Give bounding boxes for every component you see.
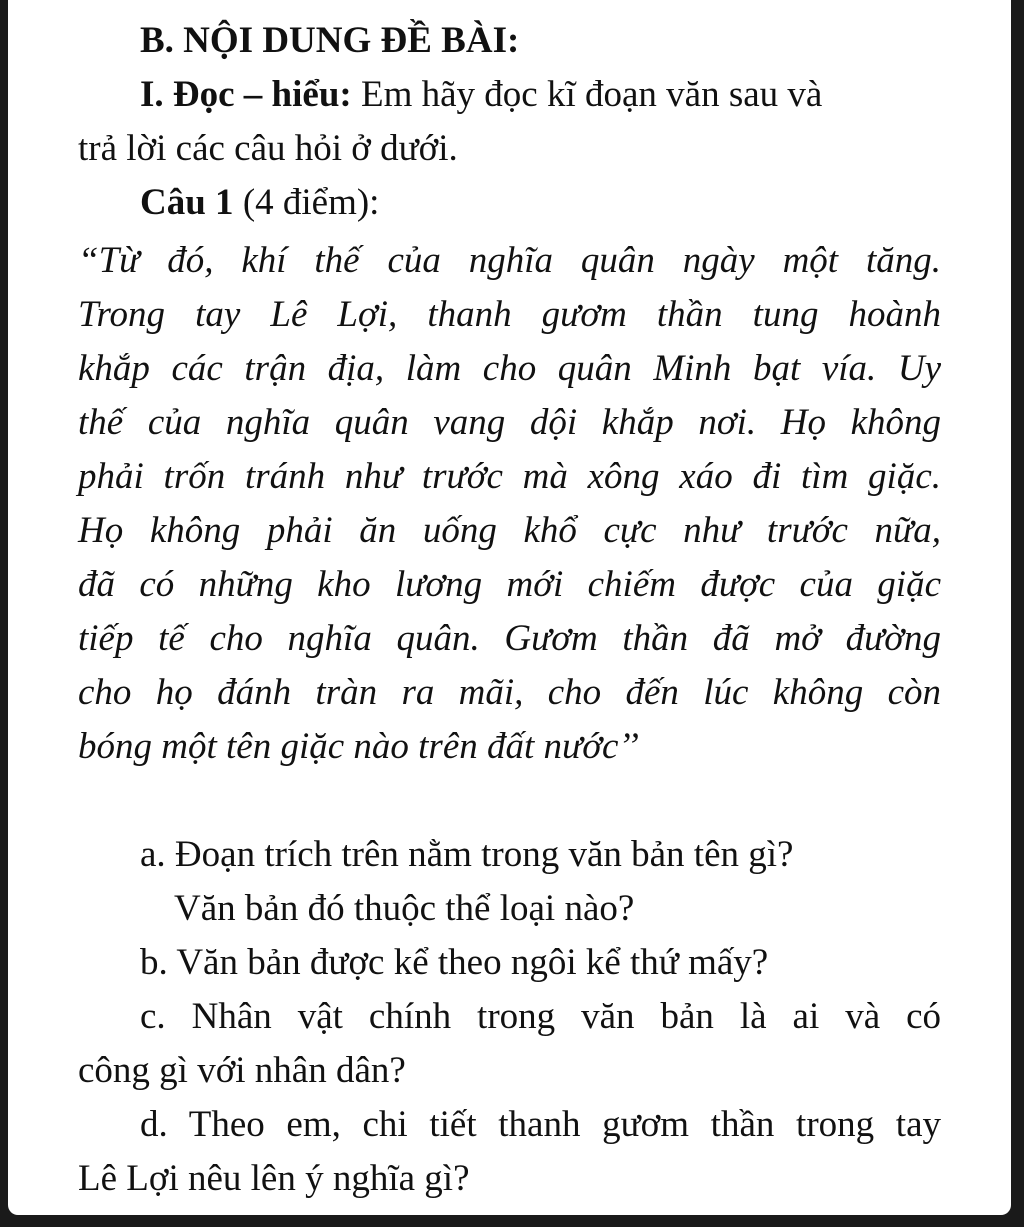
passage-line: tiếp tế cho nghĩa quân. Gươm thần đã mở đường xyxy=(78,618,941,659)
question1-heading xyxy=(78,176,941,230)
passage-line: thế của nghĩa quân vang dội khắp nơi. Họ không xyxy=(78,402,941,443)
question-d: d. Theo em, chi tiết thanh gươm thần trong tay xyxy=(140,1104,941,1145)
document-page xyxy=(8,0,1011,1215)
passage-line: bóng một tên giặc nào trên đất nước’’ xyxy=(78,726,639,767)
passage-line: Trong tay Lê Lợi, thanh gươm thần tung hoành xyxy=(78,294,941,335)
part1-instruction: Em hãy đọc kĩ đoạn văn sau và xyxy=(351,74,823,115)
part1-heading xyxy=(78,68,941,122)
passage-line: đã có những kho lương mới chiếm được của giặc xyxy=(78,564,941,605)
question-a-cont: Văn bản đó thuộc thể loại nào? xyxy=(174,888,635,929)
part1-instruction-cont: trả lời các câu hỏi ở dưới. xyxy=(78,128,458,169)
question-a: a. Đoạn trích trên nằm trong văn bản tên gì? xyxy=(140,834,794,875)
passage-line: phải trốn tránh như trước mà xông xáo đi tìm giặc. xyxy=(78,456,941,497)
part1-label: I. Đọc – hiểu: xyxy=(140,74,352,115)
passage-line: “Từ đó, khí thế của nghĩa quân ngày một tăng. xyxy=(78,240,941,281)
section-title: B. NỘI DUNG ĐỀ BÀI: xyxy=(140,20,520,61)
question-c: c. Nhân vật chính trong văn bản là ai và có xyxy=(140,996,941,1037)
passage xyxy=(78,234,941,774)
question1-points: (4 điểm): xyxy=(233,182,380,223)
passage-line: cho họ đánh tràn ra mãi, cho đến lúc không còn xyxy=(78,672,941,713)
question-b: b. Văn bản được kể theo ngôi kể thứ mấy? xyxy=(140,942,769,983)
passage-line: Họ không phải ăn uống khổ cực như trước nữa, xyxy=(78,510,941,551)
question-d-cont: Lê Lợi nêu lên ý nghĩa gì? xyxy=(78,1158,470,1199)
question-c-cont: công gì với nhân dân? xyxy=(78,1050,406,1091)
passage-line: khắp các trận địa, làm cho quân Minh bạt vía. Uy xyxy=(78,348,941,389)
questions-list xyxy=(78,828,941,1206)
question1-label: Câu 1 xyxy=(140,182,234,223)
